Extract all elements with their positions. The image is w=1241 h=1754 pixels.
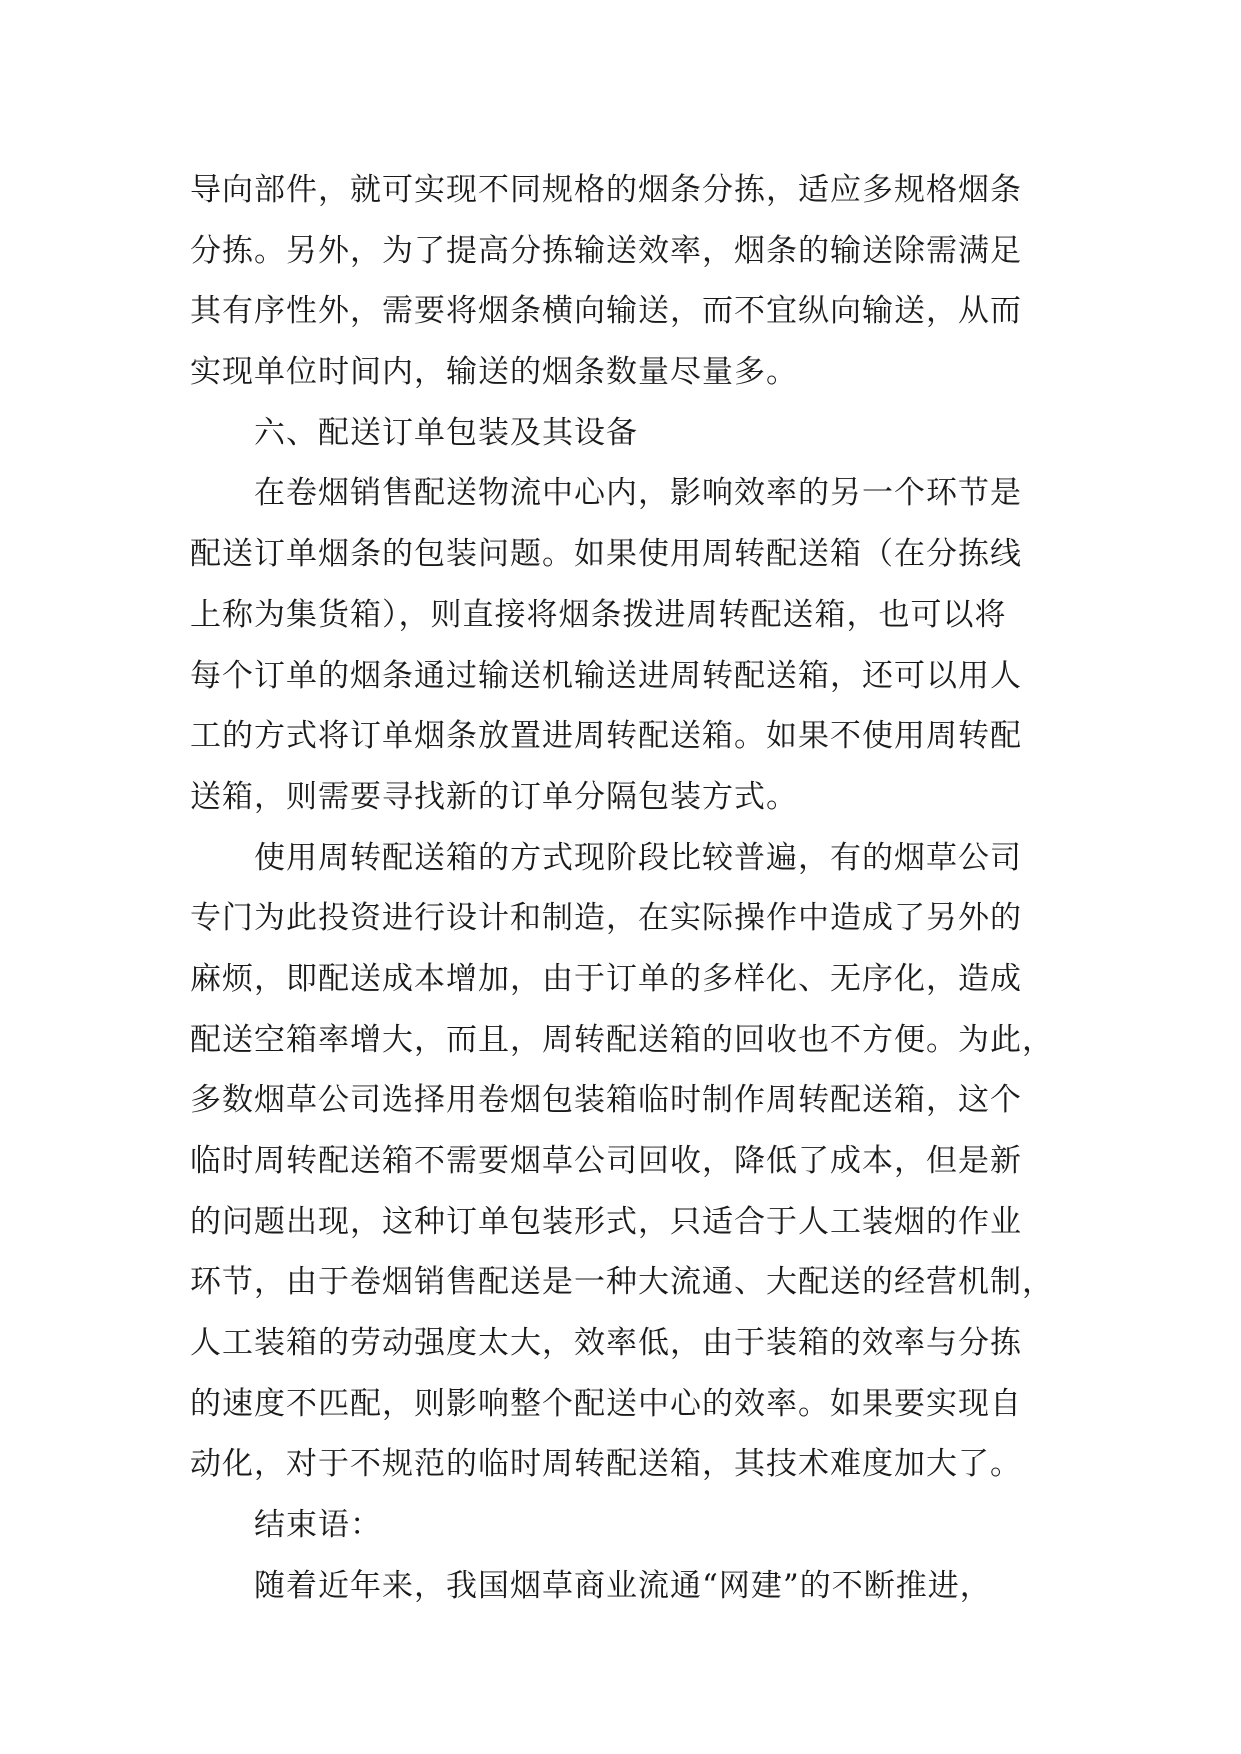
text-line: 麻烦，即配送成本增加，由于订单的多样化、无序化，造成: [190, 960, 1022, 997]
paragraph-first-line: 使用周转配送箱的方式现阶段比较普遍，有的烟草公司: [254, 839, 1022, 876]
text-line: 分拣。另外，为了提高分拣输送效率，烟条的输送除需满足: [190, 232, 1022, 269]
text-line: 工的方式将订单烟条放置进周转配送箱。如果不使用周转配: [190, 718, 1022, 755]
text-line: 动化，对于不规范的临时周转配送箱，其技术难度加大了。: [190, 1446, 1022, 1483]
text-line: 的速度不匹配，则影响整个配送中心的效率。如果要实现自: [190, 1385, 1022, 1422]
text-line: 专门为此投资进行设计和制造，在实际操作中造成了另外的: [190, 900, 1022, 937]
text-line: 导向部件，就可实现不同规格的烟条分拣，适应多规格烟条: [190, 172, 1022, 208]
text-line: 的问题出现，这种订单包装形式，只适合于人工装烟的作业: [190, 1203, 1022, 1240]
text-line: 环节，由于卷烟销售配送是一种大流通、大配送的经营机制，: [190, 1264, 1054, 1301]
text-line: 配送空箱率增大，而且，周转配送箱的回收也不方便。为此，: [190, 1021, 1054, 1058]
paragraph-first-line: 六、配送订单包装及其设备: [254, 414, 638, 451]
text-line: 上称为集货箱），则直接将烟条拨进周转配送箱，也可以将: [190, 596, 1007, 633]
text-line: 人工装箱的劳动强度太大，效率低，由于装箱的效率与分拣: [190, 1325, 1022, 1362]
text-line: 临时周转配送箱不需要烟草公司回收，降低了成本，但是新: [190, 1143, 1022, 1179]
text-line: 送箱，则需要寻找新的订单分隔包装方式。: [190, 778, 798, 815]
text-line: 其有序性外，需要将烟条横向输送，而不宜纵向输送，从而: [190, 293, 1022, 330]
body-text: [190, 160, 1070, 1617]
text-line: 实现单位时间内，输送的烟条数量尽量多。: [190, 354, 798, 391]
text-line: 多数烟草公司选择用卷烟包装箱临时制作周转配送箱，这个: [190, 1082, 1022, 1119]
text-line: 每个订单的烟条通过输送机输送进周转配送箱，还可以用人: [190, 657, 1022, 694]
paragraph-first-line: 随着近年来，我国烟草商业流通“网建”的不断推进，: [254, 1567, 992, 1604]
paragraph-first-line: 在卷烟销售配送物流中心内，影响效率的另一个环节是: [254, 475, 1022, 512]
paragraph-first-line: 结束语：: [254, 1507, 382, 1544]
text-line: 配送订单烟条的包装问题。如果使用周转配送箱（在分拣线: [190, 536, 1022, 573]
